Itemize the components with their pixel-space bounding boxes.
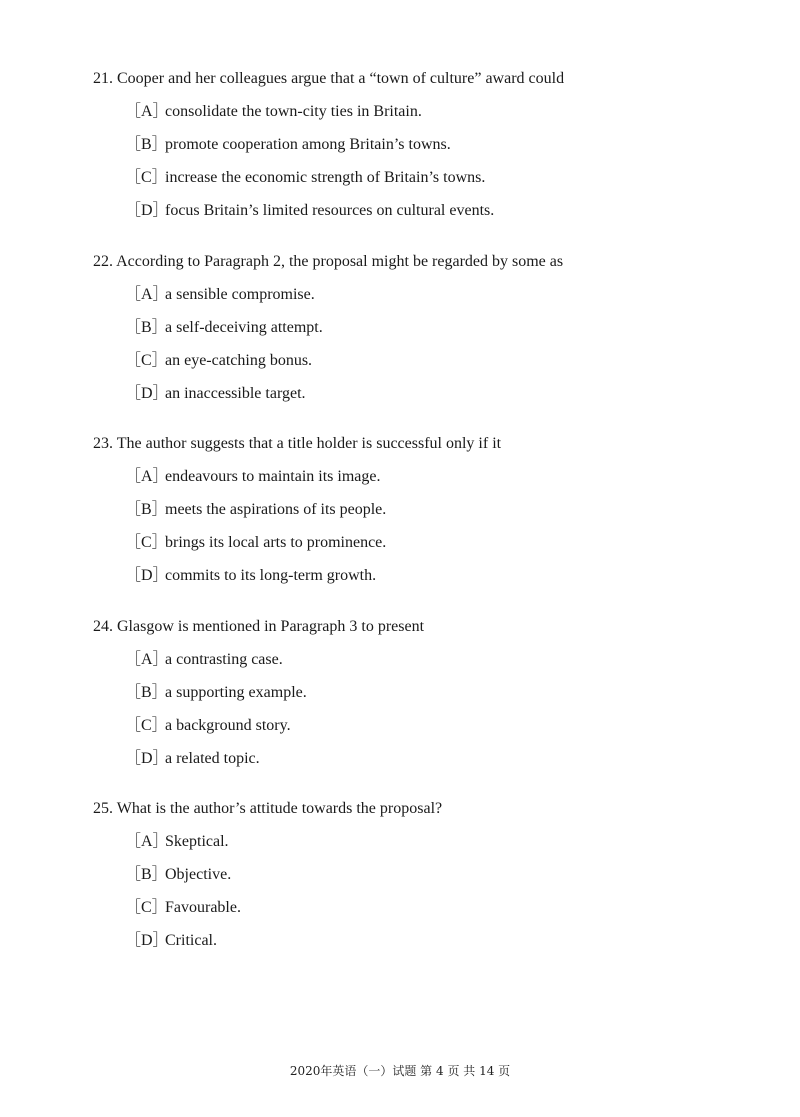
- option-letter: ［D］: [125, 567, 169, 584]
- option-letter: ［D］: [125, 202, 169, 219]
- option-text: promote cooperation among Britain’s towns.: [165, 136, 451, 153]
- question-21: [93, 69, 773, 221]
- option-letter: ［C］: [125, 352, 168, 369]
- option-letter: ［C］: [125, 899, 168, 916]
- question-22: [93, 252, 773, 404]
- question-25: [93, 799, 773, 951]
- option-text: an eye-catching bonus.: [165, 352, 313, 369]
- question-stem: 21. Cooper and her colleagues argue that a “town of culture” award could: [93, 70, 565, 87]
- option-text: a related topic.: [165, 750, 260, 767]
- option-d: [125, 566, 773, 586]
- option-text: a background story.: [165, 717, 291, 734]
- option-b: [125, 500, 773, 520]
- option-b: [125, 683, 773, 703]
- option-d: [125, 201, 773, 221]
- option-letter: ［A］: [125, 651, 169, 668]
- option-text: Skeptical.: [165, 833, 229, 850]
- option-text: a sensible compromise.: [165, 286, 315, 303]
- option-b: [125, 318, 773, 338]
- option-b: [125, 135, 773, 155]
- option-d: [125, 384, 773, 404]
- option-letter: ［D］: [125, 385, 169, 402]
- option-a: [125, 650, 773, 670]
- option-letter: ［C］: [125, 717, 168, 734]
- option-text: a supporting example.: [165, 684, 307, 701]
- option-letter: ［B］: [125, 136, 168, 153]
- option-letter: ［C］: [125, 534, 168, 551]
- option-text: increase the economic strength of Britain’s towns.: [165, 169, 486, 186]
- option-text: Objective.: [165, 866, 232, 883]
- option-letter: ［D］: [125, 932, 169, 949]
- option-text: consolidate the town-city ties in Britain.: [165, 103, 422, 120]
- option-a: [125, 285, 773, 305]
- option-letter: ［B］: [125, 501, 168, 518]
- option-text: brings its local arts to prominence.: [165, 534, 387, 551]
- option-text: endeavours to maintain its image.: [165, 468, 381, 485]
- page-footer: 2020年英语（一）试题 第 4 页 共 14 页: [289, 1064, 511, 1078]
- option-text: Critical.: [165, 932, 217, 949]
- option-text: focus Britain’s limited resources on cultural events.: [165, 202, 495, 219]
- question-24: [93, 617, 773, 769]
- option-letter: ［B］: [125, 684, 168, 701]
- option-c: [125, 351, 773, 371]
- option-letter: ［A］: [125, 833, 169, 850]
- option-text: a contrasting case.: [165, 651, 283, 668]
- option-letter: ［A］: [125, 103, 169, 120]
- option-letter: ［C］: [125, 169, 168, 186]
- question-stem: 25. What is the author’s attitude towards the proposal?: [93, 800, 443, 817]
- option-a: [125, 467, 773, 487]
- option-c: [125, 716, 773, 736]
- option-text: commits to its long-term growth.: [165, 567, 377, 584]
- option-c: [125, 168, 773, 188]
- option-text: meets the aspirations of its people.: [165, 501, 387, 518]
- option-letter: ［D］: [125, 750, 169, 767]
- option-a: [125, 832, 773, 852]
- option-c: [125, 898, 773, 918]
- question-stem: 22. According to Paragraph 2, the proposal might be regarded by some as: [93, 253, 564, 270]
- option-c: [125, 533, 773, 553]
- option-letter: ［B］: [125, 319, 168, 336]
- option-a: [125, 102, 773, 122]
- question-stem: 23. The author suggests that a title holder is successful only if it: [93, 435, 502, 452]
- option-letter: ［A］: [125, 286, 169, 303]
- option-d: [125, 749, 773, 769]
- option-text: an inaccessible target.: [165, 385, 306, 402]
- option-b: [125, 865, 773, 885]
- question-stem: 24. Glasgow is mentioned in Paragraph 3 to present: [93, 618, 425, 635]
- option-letter: ［A］: [125, 468, 169, 485]
- option-letter: ［B］: [125, 866, 168, 883]
- option-text: Favourable.: [165, 899, 241, 916]
- option-d: [125, 931, 773, 951]
- option-text: a self-deceiving attempt.: [165, 319, 323, 336]
- question-23: [93, 434, 773, 586]
